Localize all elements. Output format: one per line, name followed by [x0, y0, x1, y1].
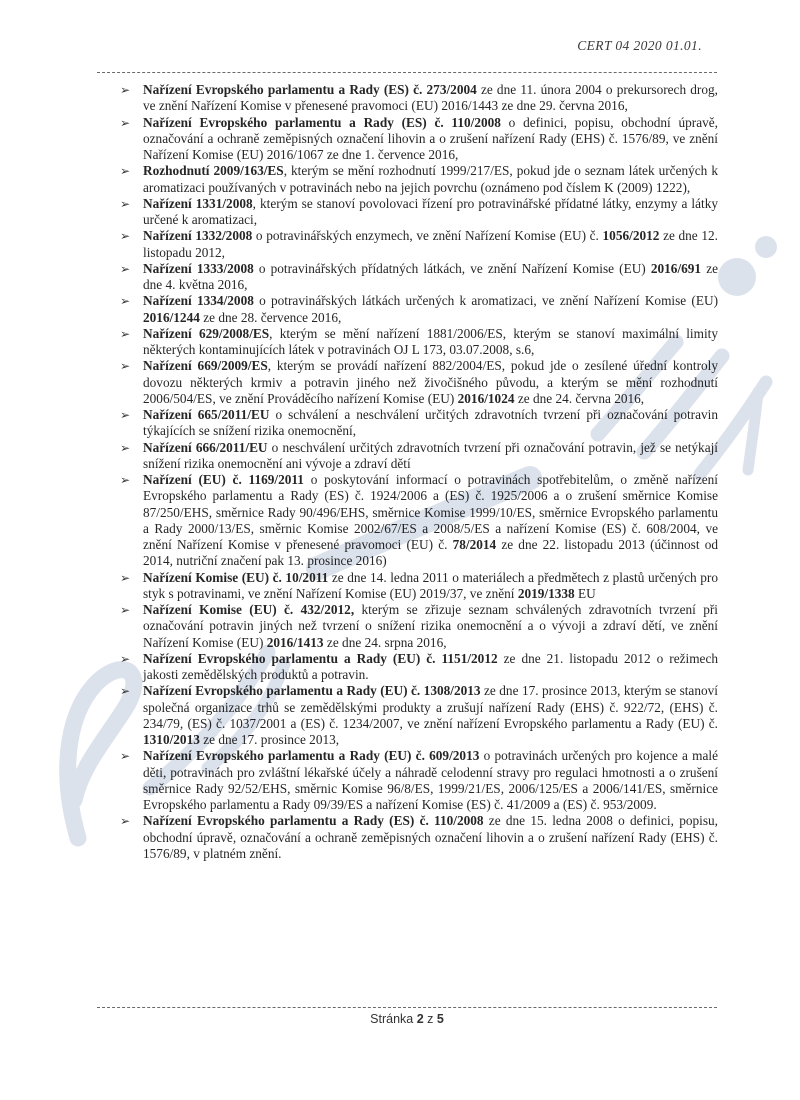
regulation-text: Nařízení Evropského parlamentu a Rady (ES) č. 110/2008 ze dne 15. ledna 2008 o definici, popisu, obchodní úpravě, označování a ochraně zeměpisných označení lihovin a o zrušení nařízení Rady (EHS) č. 1576/89, v platném znění. — [143, 813, 718, 861]
list-item — [120, 228, 718, 261]
regulation-text: Nařízení Evropského parlamentu a Rady (ES) č. 273/2004 ze dne 11. února 2004 o prekursorech drog, ve znění Nařízení Komise v přenesené pravomoci (EU) 2016/1443 ze dne 29. června 2016, — [143, 82, 718, 114]
arrow-bullet-icon: ➢ — [120, 83, 131, 97]
arrow-bullet-icon: ➢ — [120, 359, 131, 374]
regulation-text: Rozhodnutí 2009/163/ES, kterým se mění rozhodnutí 1999/217/ES, pokud jde o seznam látek určených k aromatizaci používaných v potravinách nebo na jejich povrchu (oznámeno pod číslem K (2009) 1222), — [143, 163, 718, 195]
regulation-text: Nařízení 1333/2008 o potravinářských přídatných látkách, ve znění Nařízení Komise (EU) 2016/691 ze dne 4. května 2016, — [143, 260, 718, 292]
page-number: Stránka 2 z 5 — [370, 1012, 444, 1026]
regulation-list — [120, 82, 718, 862]
list-item — [120, 293, 718, 326]
list-item — [120, 163, 718, 196]
list-item — [120, 82, 718, 115]
arrow-bullet-icon: ➢ — [120, 749, 131, 764]
arrow-bullet-icon: ➢ — [120, 603, 131, 617]
regulation-text: Nařízení Komise (EU) č. 10/2011 ze dne 14. ledna 2011 o materiálech a předmětech z plastů určených pro styk s potravinami, ve znění Nařízení Komise (EU) 2019/37, ve znění 2019/1338 EU — [143, 569, 718, 601]
arrow-bullet-icon: ➢ — [120, 408, 131, 422]
regulation-text: Nařízení 1334/2008 o potravinářských látkách určených k aromatizaci, ve znění Nařízení Komise (EU) 2016/1244 ze dne 28. července 2016, — [143, 293, 719, 325]
list-item — [120, 748, 718, 813]
arrow-bullet-icon: ➢ — [120, 651, 131, 666]
list-item — [120, 115, 718, 164]
list-item — [120, 813, 718, 862]
arrow-bullet-icon: ➢ — [120, 294, 131, 309]
arrow-bullet-icon: ➢ — [120, 473, 131, 487]
arrow-bullet-icon: ➢ — [120, 196, 131, 211]
list-item — [120, 440, 718, 473]
list-item — [120, 570, 718, 603]
list-item — [120, 407, 718, 440]
regulation-text: Nařízení 629/2008/ES, kterým se mění nařízení 1881/2006/ES, kterým se stanoví maximální limity některých kontaminujících látek v potravinách OJ L 173, 03.07.2008, s.6, — [143, 325, 718, 357]
list-item — [120, 261, 718, 294]
document-code: CERT 04 2020 01.01. — [577, 38, 702, 53]
arrow-bullet-icon: ➢ — [120, 115, 131, 130]
regulation-text: Nařízení 1331/2008, kterým se stanoví povolovaci řízení pro potravinářské přídatné látky, enzymy a látky určené k aromatizaci, — [143, 195, 718, 227]
regulation-text: Nařízení Evropského parlamentu a Rady (ES) č. 110/2008 o definici, popisu, obchodní úpravě, označování a ochraně zeměpisných označení lihovin a o zrušení nařízení Rady (EHS) č. 1576/89, ve znění Nařízení Komise (EU) 2016/1067 ze dne 1. července 2016, — [143, 114, 718, 162]
list-item — [120, 196, 718, 229]
regulation-text: Nařízení Evropského parlamentu a Rady (EU) č. 1151/2012 ze dne 21. listopadu 2012 o režimech jakosti zemědělských produktů a potravin. — [143, 650, 718, 682]
bottom-divider — [97, 1007, 717, 1008]
list-item — [120, 651, 718, 684]
arrow-bullet-icon: ➢ — [120, 684, 131, 699]
list-item — [120, 358, 718, 407]
list-item — [120, 602, 718, 651]
regulation-text: Nařízení 665/2011/EU o schválení a neschválení určitých zdravotních tvrzení při označování potravin týkajících se snížení rizika onemocnění, — [143, 407, 718, 439]
arrow-bullet-icon: ➢ — [120, 814, 131, 829]
arrow-bullet-icon: ➢ — [120, 570, 131, 585]
regulation-text: Nařízení Komise (EU) č. 432/2012, kterým se zřizuje seznam schválených zdravotních tvrzení při označování potravin jiných než tvrzení o snížení rizika onemocnění a o vývoji a zdraví dětí, ve znění Nařízení Komise (EU) 2016/1413 ze dne 24. srpna 2016, — [143, 602, 718, 650]
list-item — [120, 472, 718, 570]
regulation-text: Nařízení 666/2011/EU o neschválení určitých zdravotních tvrzení při označování potravin, jež se netýkají snížení rizika onemocnění ani vývoje a zdraví dětí — [143, 439, 718, 471]
arrow-bullet-icon: ➢ — [120, 440, 131, 455]
arrow-bullet-icon: ➢ — [120, 229, 131, 244]
top-divider — [97, 72, 717, 73]
list-item — [120, 326, 718, 359]
arrow-bullet-icon: ➢ — [120, 164, 131, 179]
arrow-bullet-icon: ➢ — [120, 326, 131, 341]
list-item — [120, 683, 718, 748]
regulation-text: Nařízení Evropského parlamentu a Rady (EU) č. 609/2013 o potravinách určených pro kojence a malé děti, potravinách pro zvláštní lékařské účely a náhradě celodenní stravy pro regulaci hmotnosti a o zrušení směrnice Rady 92/52/EHS, směrnic Komise 96/8/ES, 1999/21/ES, 2006/125/ES a 2006/141/ES, směrnice Evropského parlamentu a Rady 09/39/ES a nařízení Komise (ES) č. 41/2009 a (ES) č. 953/2009. — [143, 748, 718, 812]
regulation-text: Nařízení 669/2009/ES, kterým se provádí nařízení 882/2004/ES, pokud jde o zesílené úřední kontroly dovozu některých krmiv a potravin jiného než živočišného původu, a kterým se mění rozhodnutí 2006/504/ES, ve znění Prováděcího nařízení Komise (EU) 2016/1024 ze dne 24. června 2016, — [143, 358, 718, 406]
regulation-text: Nařízení (EU) č. 1169/2011 o poskytování informací o potravinách spotřebitelům, o změně nařízení Evropského parlamentu a Rady (ES) č. 1924/2006 a (ES) č. 1925/2006 a o zrušení směrnice Komise 87/250/EHS, směrnice Rady 90/496/EHS, směrnice Komise 1999/10/ES, směrnice Evropského parlamentu a Rady 2000/13/ES, směrnic Komise 2002/67/ES a 2008/5/ES a nařízení Komise (ES) č. 608/2004, ve znění Nařízení Komise v přenesené pravomoci (EU) č. 78/2014 ze dne 22. listopadu 2013 (účinnost od 2014, nutriční značení pak 13. prosince 2016) — [143, 472, 719, 569]
arrow-bullet-icon: ➢ — [120, 261, 131, 276]
regulation-text: Nařízení 1332/2008 o potravinářských enzymech, ve znění Nařízení Komise (EU) č. 1056/2012 ze dne 12. listopadu 2012, — [143, 228, 718, 260]
regulation-text: Nařízení Evropského parlamentu a Rady (EU) č. 1308/2013 ze dne 17. prosince 2013, kterým se stanoví společná organizace trhů se zemědělskými produkty a zrušují nařízení Rady (EHS) č. 922/72, (EHS) č. 234/79, (ES) č. 1037/2001 a (ES) č. 1234/2007, ve znění nařízení Evropského parlamentu a Rady (EU) č. 1310/2013 ze dne 17. prosince 2013, — [143, 683, 718, 747]
